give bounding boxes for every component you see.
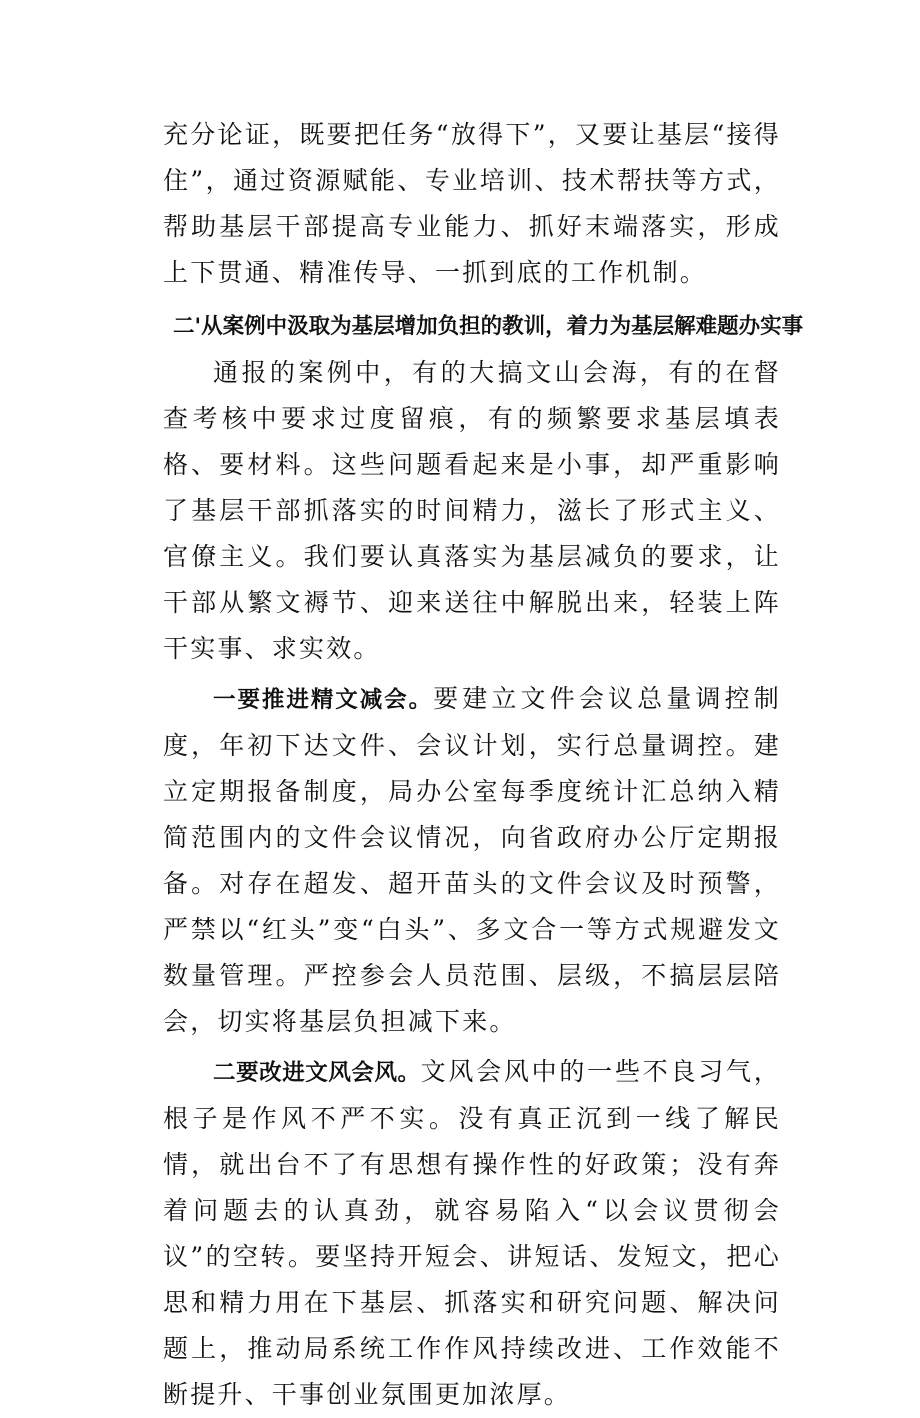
document-body bbox=[163, 112, 804, 1418]
paragraph-intro bbox=[163, 350, 781, 672]
point-lead: 二要改进文风会风。 bbox=[213, 1060, 421, 1086]
paragraph-point-one bbox=[163, 676, 781, 1045]
paragraph-text: 文风会风中的一些不良习气，根子是作风不严不实。没有真正沉到一线了解民情，就出台不了有思想有操作性的好政策；没有奔着问题去的认真劲，就容易陷入“以会议贯彻会议”的空转。要坚持开短会、讲短话、发短文，把心思和精力用在下基层、抓落实和研究问题、解决问题上，推动局系统工作作风持续改进、工作效能不断提升、干事创业氛围更加浓厚。 bbox=[163, 1057, 781, 1409]
section-heading bbox=[163, 304, 804, 350]
paragraph-point-two bbox=[163, 1049, 781, 1418]
paragraph-text: 要建立文件会议总量调控制度，年初下达文件、会议计划，实行总量调控。建立定期报备制度，局办公室每季度统计汇总纳入精简范围内的文件会议情况，向省政府办公厅定期报备。对存在超发、超开苗头的文件会议及时预警，严禁以“红头”变“白头”、多文合一等方式规避发文数量管理。严控参会人员范围、层级，不搞层层陪会，切实将基层负担减下来。 bbox=[163, 684, 781, 1036]
paragraph-text: 通报的案例中，有的大搞文山会海，有的在督查考核中要求过度留痕，有的频繁要求基层填表格、要材料。这些问题看起来是小事，却严重影响了基层干部抓落实的时间精力，滋长了形式主义、官僚主义。我们要认真落实为基层减负的要求，让干部从繁文褥节、迎来送往中解脱出来，轻装上阵干实事、求实效。 bbox=[163, 358, 781, 663]
paragraph-continuation bbox=[163, 112, 781, 296]
point-lead: 一要推进精文减会。 bbox=[213, 687, 434, 713]
section-heading-text: 二'从案例中汲取为基层增加负担的教训，着力为基层解难题办实事 bbox=[173, 314, 804, 339]
paragraph-text: 充分论证，既要把任务“放得下”，又要让基层“接得住”，通过资源赋能、专业培训、技术帮扶等方式，帮助基层干部提高专业能力、抓好末端落实，形成上下贯通、精准传导、一抓到底的工作机制。 bbox=[163, 120, 781, 287]
